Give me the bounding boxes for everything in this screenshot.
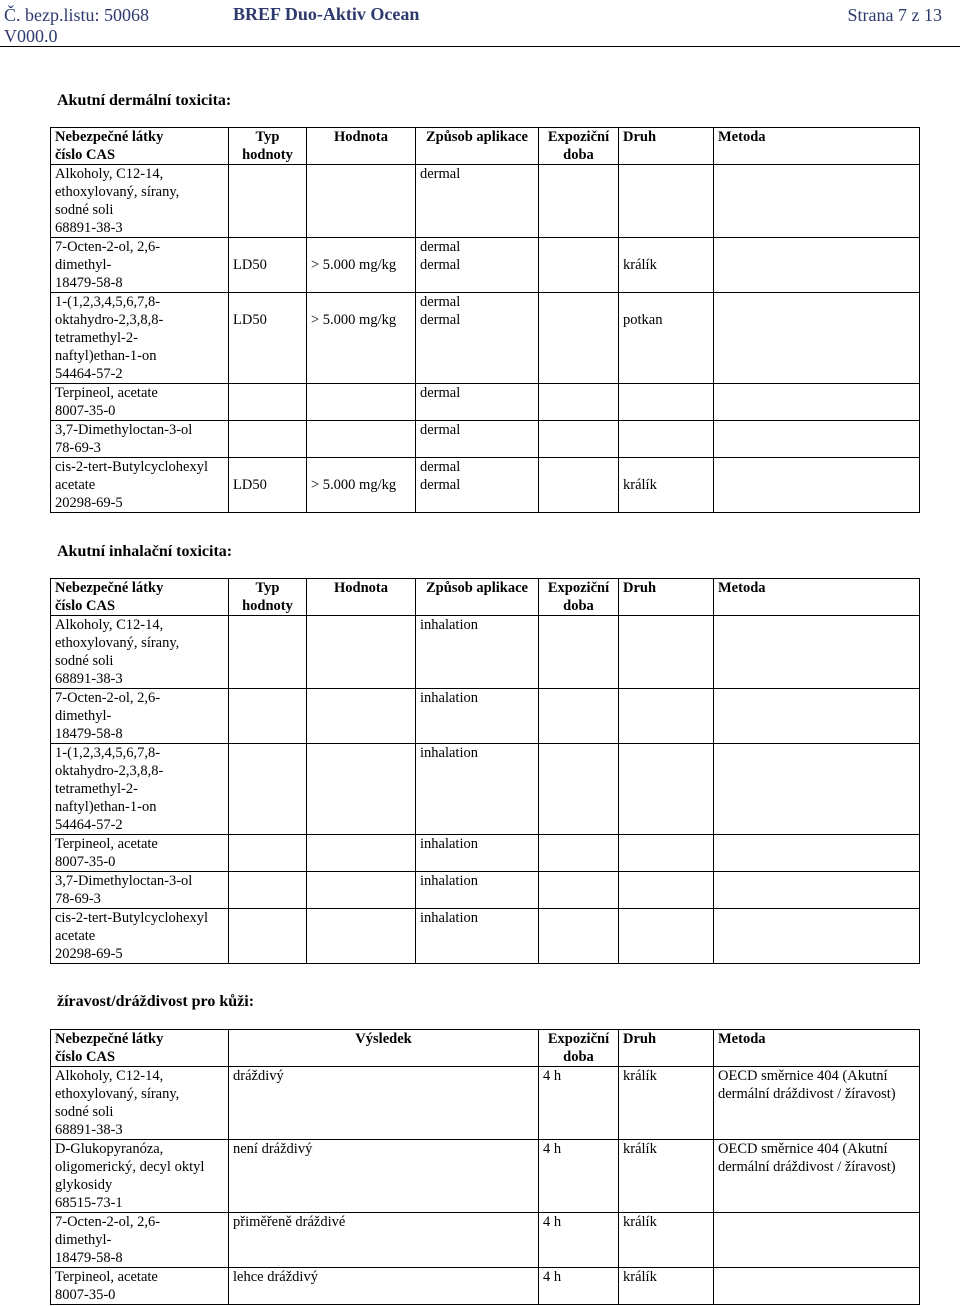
substance-name: naftyl)ethan-1-on — [55, 348, 157, 364]
method: OECD směrnice 404 (Akutní — [718, 1141, 888, 1157]
route: dermal — [420, 257, 461, 273]
route: dermal — [420, 312, 461, 328]
inhalation-section-title: Akutní inhalační toxicita: — [57, 543, 233, 560]
substance-name: 7-Octen-2-ol, 2,6- — [55, 690, 161, 706]
substance-name: Terpineol, acetate — [55, 385, 158, 401]
route: dermal — [420, 294, 461, 310]
species: potkan — [623, 312, 663, 328]
table-row — [51, 1140, 920, 1213]
cas-number: 20298-69-5 — [55, 495, 123, 511]
table-row — [51, 616, 920, 689]
table-row — [51, 458, 920, 513]
method: dermální dráždivost / žíravost) — [718, 1159, 896, 1175]
cas-number: 54464-57-2 — [55, 366, 123, 382]
header-method: Metoda — [718, 129, 766, 145]
table-row — [51, 384, 920, 421]
header-exposure-2: doba — [563, 598, 594, 614]
cas-number: 68515-73-1 — [55, 1195, 123, 1211]
route: dermal — [420, 422, 461, 438]
table-row — [51, 421, 920, 458]
cas-number: 8007-35-0 — [55, 854, 116, 870]
header-exposure: Expoziční — [547, 580, 610, 596]
route: dermal — [420, 459, 461, 475]
table-row — [51, 1067, 920, 1140]
substance-name: cis-2-tert-Butylcyclohexyl — [55, 910, 209, 926]
value: > 5.000 mg/kg — [311, 477, 397, 493]
result: není dráždivý — [233, 1141, 313, 1157]
header-value: Hodnota — [334, 129, 388, 145]
header-type-2: hodnoty — [242, 598, 293, 614]
cas-number: 18479-58-8 — [55, 1250, 123, 1266]
substance-name: dimethyl- — [55, 1232, 112, 1248]
header-exposure-2: doba — [563, 1049, 594, 1065]
result: dráždivý — [233, 1068, 284, 1084]
substance-name: dimethyl- — [55, 257, 112, 273]
substance-name: 3,7-Dimethyloctan-3-ol — [55, 873, 193, 889]
header-cas: číslo CAS — [55, 1049, 116, 1065]
substance-name: 3,7-Dimethyloctan-3-ol — [55, 422, 193, 438]
exposure-time: 4 h — [543, 1141, 562, 1157]
substance-name: ethoxylovaný, sírany, — [55, 635, 180, 651]
substance-name: oktahydro-2,3,8,8- — [55, 763, 164, 779]
value: > 5.000 mg/kg — [311, 257, 397, 273]
header-substance: Nebezpečné látky — [55, 1031, 164, 1047]
substance-name: acetate — [55, 928, 96, 944]
header-route: Způsob aplikace — [426, 580, 528, 596]
substance-name: glykosidy — [55, 1177, 113, 1193]
substance-name: D-Glukopyranóza, — [55, 1141, 164, 1157]
header-type-2: hodnoty — [242, 147, 293, 163]
substance-name: Alkoholy, C12-14, — [55, 1068, 164, 1084]
exposure-time: 4 h — [543, 1214, 562, 1230]
result: přiměřeně dráždivé — [233, 1214, 346, 1230]
species: králík — [623, 1214, 657, 1230]
table-row — [51, 1268, 920, 1305]
species: králík — [623, 477, 657, 493]
table-row — [51, 689, 920, 744]
route: inhalation — [420, 745, 478, 761]
inhalation-header-row — [51, 579, 920, 616]
dermal-section-title: Akutní dermální toxicita: — [57, 92, 232, 109]
substance-name: sodné soli — [55, 202, 114, 218]
header-substance: Nebezpečné látky — [55, 580, 164, 596]
route: inhalation — [420, 873, 478, 889]
substance-name: 1-(1,2,3,4,5,6,7,8- — [55, 294, 161, 310]
header-value: Hodnota — [334, 580, 388, 596]
header-species: Druh — [623, 1031, 657, 1047]
route: inhalation — [420, 617, 478, 633]
substance-name: ethoxylovaný, sírany, — [55, 1086, 180, 1102]
species: králík — [623, 1068, 657, 1084]
table-row — [51, 744, 920, 835]
header-exposure: Expoziční — [547, 129, 610, 145]
exposure-time: 4 h — [543, 1068, 562, 1084]
header-substance: Nebezpečné látky — [55, 129, 164, 145]
route: dermal — [420, 239, 461, 255]
cas-number: 8007-35-0 — [55, 403, 116, 419]
route: inhalation — [420, 836, 478, 852]
method: dermální dráždivost / žíravost) — [718, 1086, 896, 1102]
substance-name: 7-Octen-2-ol, 2,6- — [55, 1214, 161, 1230]
table-row — [51, 1213, 920, 1268]
substance-name: 1-(1,2,3,4,5,6,7,8- — [55, 745, 161, 761]
cas-number: 18479-58-8 — [55, 275, 123, 291]
inhalation-table — [50, 578, 920, 964]
cas-number: 68891-38-3 — [55, 220, 123, 236]
substance-name: tetramethyl-2- — [55, 330, 138, 346]
table-row — [51, 872, 920, 909]
header-cas: číslo CAS — [55, 598, 116, 614]
header-cas: číslo CAS — [55, 147, 116, 163]
header-result: Výsledek — [355, 1031, 412, 1047]
header-species: Druh — [623, 129, 657, 145]
dermal-table — [50, 127, 920, 513]
substance-name: cis-2-tert-Butylcyclohexyl — [55, 459, 209, 475]
header-rule — [0, 46, 960, 47]
header-method: Metoda — [718, 580, 766, 596]
cas-number: 18479-58-8 — [55, 726, 123, 742]
cas-number: 54464-57-2 — [55, 817, 123, 833]
species: králík — [623, 1141, 657, 1157]
header-method: Metoda — [718, 1031, 766, 1047]
substance-name: Terpineol, acetate — [55, 836, 158, 852]
substance-name: acetate — [55, 477, 96, 493]
cas-number: 8007-35-0 — [55, 1287, 116, 1303]
substance-name: sodné soli — [55, 1104, 114, 1120]
value-type: LD50 — [233, 257, 267, 273]
substance-name: oktahydro-2,3,8,8- — [55, 312, 164, 328]
species: králík — [623, 257, 657, 273]
value: > 5.000 mg/kg — [311, 312, 397, 328]
table-row — [51, 238, 920, 293]
substance-name: sodné soli — [55, 653, 114, 669]
skin-header-row — [51, 1030, 920, 1067]
table-row — [51, 293, 920, 384]
doc-version: V000.0 — [4, 26, 58, 46]
cas-number: 78-69-3 — [55, 891, 101, 907]
dermal-header-row — [51, 128, 920, 165]
header-route: Způsob aplikace — [426, 129, 528, 145]
method: OECD směrnice 404 (Akutní — [718, 1068, 888, 1084]
route: inhalation — [420, 910, 478, 926]
table-row — [51, 835, 920, 872]
route: dermal — [420, 166, 461, 182]
skin-table — [50, 1029, 920, 1305]
route: inhalation — [420, 690, 478, 706]
cas-number: 68891-38-3 — [55, 671, 123, 687]
substance-name: Terpineol, acetate — [55, 1269, 158, 1285]
cas-number: 20298-69-5 — [55, 946, 123, 962]
cas-number: 68891-38-3 — [55, 1122, 123, 1138]
species: králík — [623, 1269, 657, 1285]
product-name: BREF Duo-Aktiv Ocean — [233, 4, 420, 24]
route: dermal — [420, 385, 461, 401]
substance-name: oligomerický, decyl oktyl — [55, 1159, 205, 1175]
header-exposure: Expoziční — [547, 1031, 610, 1047]
substance-name: Alkoholy, C12-14, — [55, 617, 164, 633]
route: dermal — [420, 477, 461, 493]
page-number: Strana 7 z 13 — [847, 5, 942, 25]
substance-name: Alkoholy, C12-14, — [55, 166, 164, 182]
value-type: LD50 — [233, 312, 267, 328]
header-type: Typ — [255, 129, 280, 145]
table-row — [51, 909, 920, 964]
exposure-time: 4 h — [543, 1269, 562, 1285]
header-species: Druh — [623, 580, 657, 596]
substance-name: dimethyl- — [55, 708, 112, 724]
result: lehce dráždivý — [233, 1269, 318, 1285]
substance-name: naftyl)ethan-1-on — [55, 799, 157, 815]
substance-name: ethoxylovaný, sírany, — [55, 184, 180, 200]
value-type: LD50 — [233, 477, 267, 493]
doc-number: Č. bezp.listu: 50068 — [4, 5, 149, 25]
substance-name: 7-Octen-2-ol, 2,6- — [55, 239, 161, 255]
cas-number: 78-69-3 — [55, 440, 101, 456]
skin-section-title: žíravost/dráždivost pro kůži: — [57, 993, 255, 1010]
header-type: Typ — [255, 580, 280, 596]
header-exposure-2: doba — [563, 147, 594, 163]
table-row — [51, 165, 920, 238]
substance-name: tetramethyl-2- — [55, 781, 138, 797]
